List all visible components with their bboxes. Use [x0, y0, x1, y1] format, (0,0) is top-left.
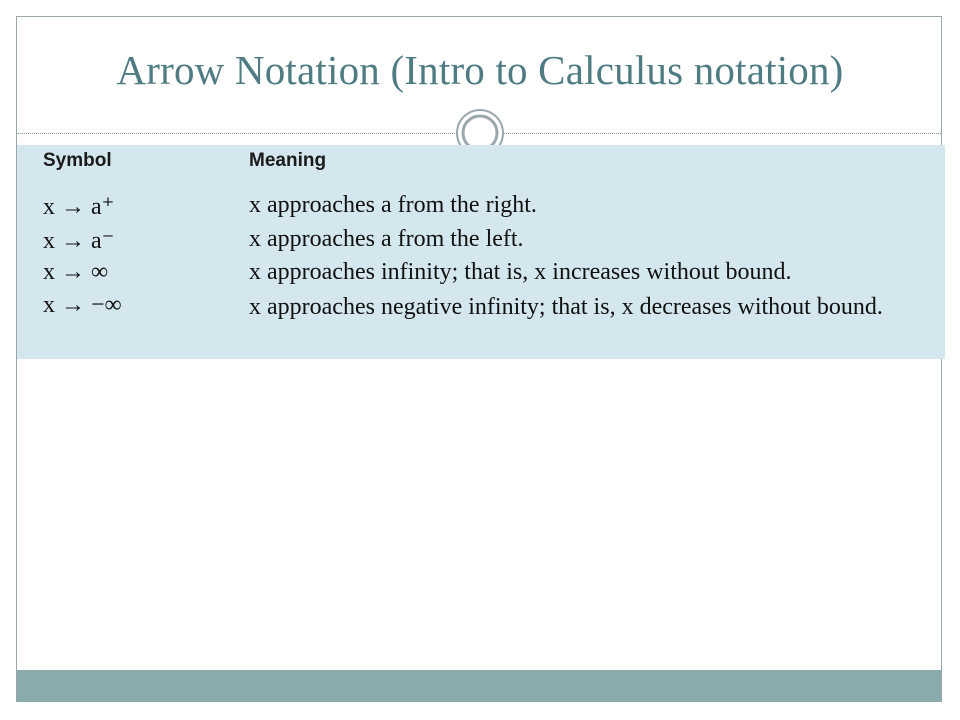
slide-title: Arrow Notation (Intro to Calculus notation)	[116, 47, 844, 93]
table-row	[0, 259, 945, 291]
header-meaning: Meaning	[249, 150, 327, 171]
table-row	[0, 292, 945, 358]
meaning-cell: x approaches a from the left.	[249, 226, 524, 252]
header-symbol: Symbol	[43, 150, 112, 171]
meaning-cell: x approaches negative infinity; that is, x decreases without bound.	[249, 294, 883, 320]
table-row	[0, 192, 945, 224]
footer-bar	[17, 670, 941, 702]
meaning-cell: x approaches infinity; that is, x increases without bound.	[249, 259, 792, 285]
symbol-cell: x → a⁻	[43, 228, 115, 254]
symbol-cell: x → −∞	[43, 292, 122, 318]
symbol-cell: x → a⁺	[43, 194, 115, 220]
symbol-cell: x → ∞	[43, 259, 109, 285]
meaning-cell: x approaches a from the right.	[249, 192, 537, 218]
table-row	[0, 226, 945, 258]
